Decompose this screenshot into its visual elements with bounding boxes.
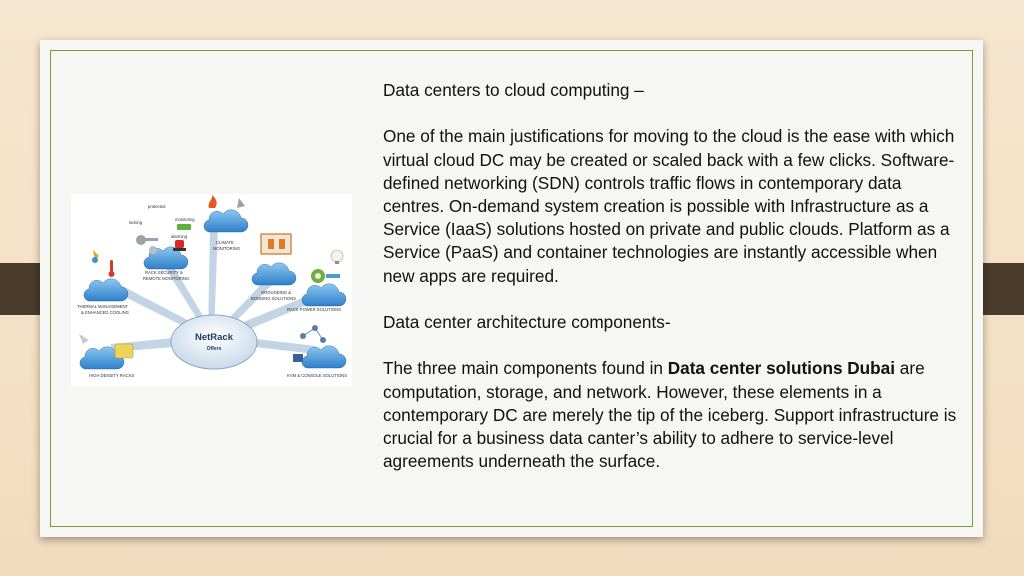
tag-alarming: alarming: [171, 234, 188, 239]
label-thermal-2: & ENHANCED COOLING: [81, 310, 129, 315]
solutions-link-text: Data center solutions Dubai: [667, 358, 896, 379]
tag-locking: locking: [129, 220, 143, 225]
cloud-icon: [204, 210, 248, 232]
tag-protected: protected: [148, 204, 166, 209]
thermometer-icon: [92, 250, 115, 277]
lightbulb-icon: [331, 250, 343, 264]
monitoring-icon: [177, 224, 191, 230]
hub-subtitle: Offers: [206, 346, 222, 352]
label-climate-1: CLIMATE: [216, 240, 234, 245]
label-high-density: HIGH DENSITY RACKS: [89, 373, 135, 378]
label-grounding-2: BONDING SOLUTIONS: [251, 296, 296, 301]
subheading-components: Data center architecture components-: [383, 312, 671, 332]
satellite-dish-icon: [237, 198, 245, 208]
label-climate-2: MONITORING: [213, 246, 241, 251]
alarm-icon: [173, 240, 186, 251]
label-rack-security-2: REMOTE MONITORING: [143, 276, 190, 281]
flame-icon: [209, 195, 217, 208]
slide-text: [383, 79, 958, 497]
paragraph-intro: The three main components found in: [383, 358, 668, 379]
outlet-icon: [311, 269, 340, 283]
hub-title: NetRack: [194, 332, 234, 343]
diagram-svg: [71, 194, 352, 386]
cloud-icon: [252, 263, 296, 285]
cloud-icon: [84, 279, 128, 301]
tag-monitoring: monitoring: [175, 217, 195, 222]
netrack-offers-diagram: [71, 194, 352, 386]
label-kvm: KVM & CONSOLE SOLUTIONS: [287, 373, 348, 378]
heading: Data centers to cloud computing –: [383, 80, 644, 100]
label-rack-security-1: RACK SECURITY &: [145, 270, 183, 275]
paragraph-cloud: One of the main justifications for moving to the cloud is the ease with which virtual cloud DC may be created or scaled back with a few clicks. Software-defined networking (SDN) controls traffic flows in contemporary data centres. On-demand system creation is possible with Infrastructure as a Service (IaaS) solutions hosted on private and public clouds. Platform as a Service (PaaS) and container technologies are instantly accessible when new apps are required.: [383, 126, 955, 286]
key-icon: [136, 235, 158, 254]
label-grounding-1: GROUNDING &: [261, 290, 292, 295]
paragraph-rest: are computation, storage, and network. However, these elements in a contemporary DC are merely the tip of the iceberg. Support infrastructure is crucial for a business data canter’s ability to adhere to service-level agreements underneath the surface.: [383, 358, 957, 472]
label-thermal-1: THERMAL MANAGEMENT: [77, 304, 129, 309]
cloud-icon: [302, 284, 346, 306]
label-rack-power: RACK POWER SOLUTIONS: [287, 307, 341, 312]
power-plug-icon: [261, 234, 291, 254]
paragraph-components: [383, 357, 958, 473]
